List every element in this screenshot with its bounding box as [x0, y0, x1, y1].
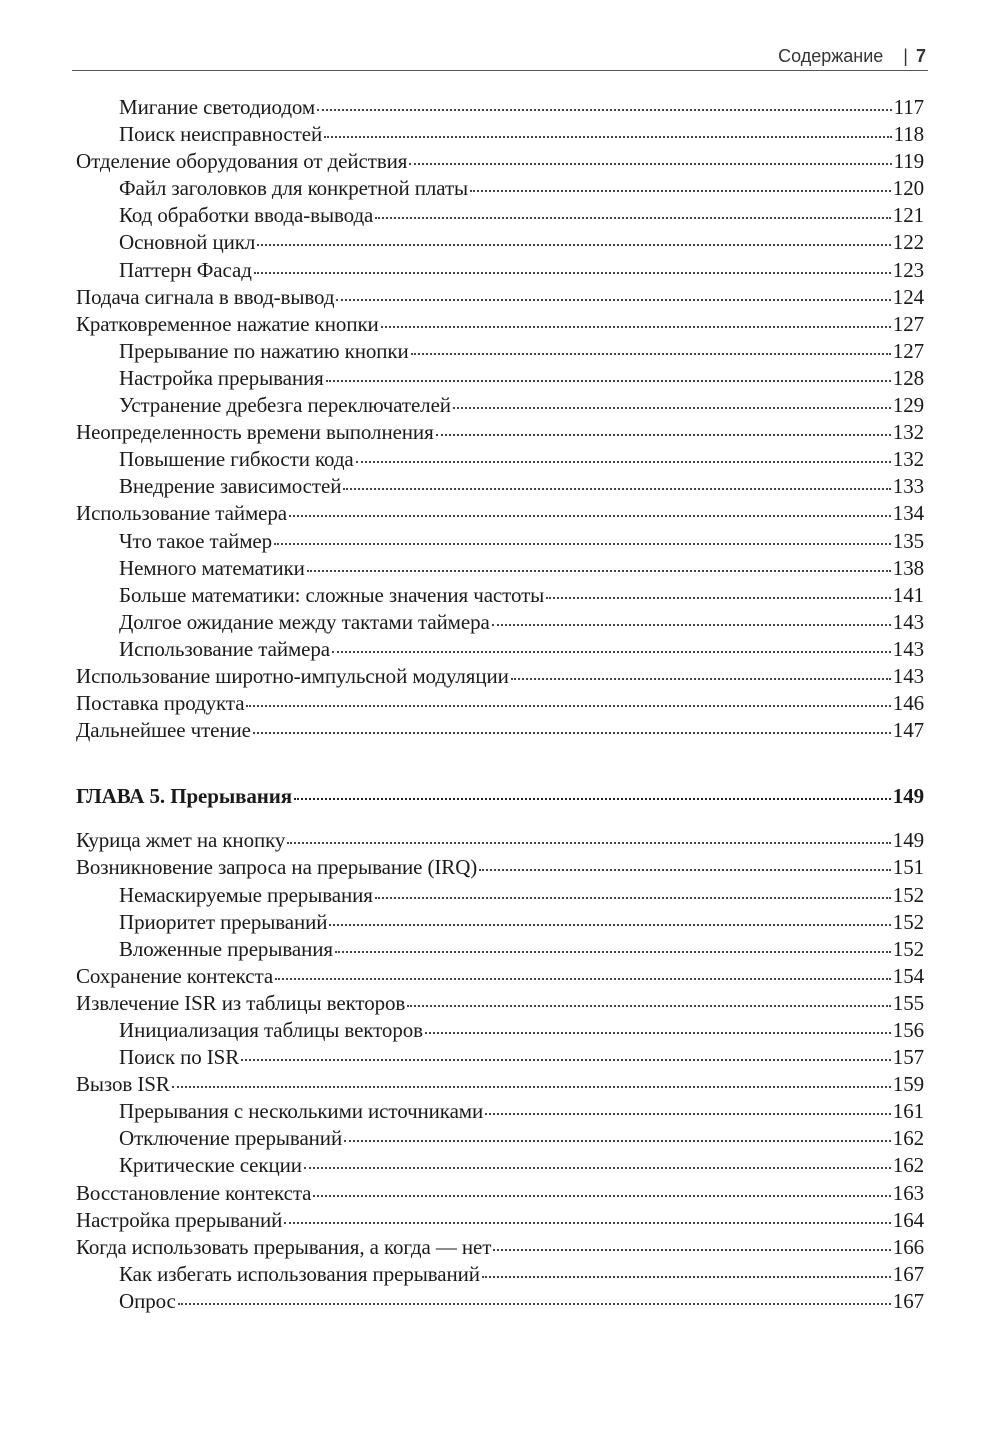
- table-of-contents: [76, 94, 924, 1315]
- toc-entry[interactable]: [76, 202, 924, 229]
- dot-leader: [453, 407, 891, 409]
- toc-entry-title: Настройка прерываний: [76, 1207, 283, 1232]
- toc-entry-page-number: 152: [892, 909, 924, 934]
- toc-entry-page-number: 127: [892, 338, 924, 363]
- toc-entry[interactable]: [76, 963, 924, 990]
- toc-entry[interactable]: [76, 473, 924, 500]
- toc-entry-page-number: 167: [892, 1261, 924, 1286]
- toc-entry[interactable]: [76, 582, 924, 609]
- toc-entry-page-number: 155: [892, 990, 924, 1015]
- running-header-page-number: 7: [915, 46, 926, 66]
- dot-leader: [479, 869, 891, 871]
- toc-entry[interactable]: [76, 936, 924, 963]
- toc-entry[interactable]: [76, 338, 924, 365]
- toc-entry[interactable]: [76, 690, 924, 717]
- toc-entry-page-number: 121: [892, 203, 924, 228]
- dot-leader: [254, 272, 891, 274]
- toc-entry-title: Неопределенность времени выполнения: [76, 420, 434, 445]
- toc-entry[interactable]: [76, 990, 924, 1017]
- dot-leader: [482, 1276, 891, 1278]
- toc-entry-title: Поиск неисправностей: [119, 122, 323, 147]
- toc-entry[interactable]: [76, 1207, 924, 1234]
- dot-leader: [317, 109, 891, 111]
- toc-entry-title: Когда использовать прерывания, а когда — нет: [76, 1234, 492, 1259]
- dot-leader: [375, 217, 891, 219]
- toc-entry[interactable]: [76, 1261, 924, 1288]
- toc-entry[interactable]: [76, 827, 924, 854]
- toc-entry[interactable]: [76, 636, 924, 663]
- toc-entry-page-number: 159: [892, 1072, 924, 1097]
- dot-leader: [326, 380, 891, 382]
- toc-entry[interactable]: [76, 1288, 924, 1315]
- toc-entry-title: Курица жмет на кнопку: [76, 828, 286, 853]
- dot-leader: [257, 244, 891, 246]
- toc-entry-title: Что такое таймер: [119, 528, 273, 553]
- toc-entry[interactable]: [76, 909, 924, 936]
- toc-entry-page-number: 162: [892, 1126, 924, 1151]
- dot-leader: [253, 732, 891, 734]
- toc-entry-page-number: 143: [892, 636, 924, 661]
- running-header-title: Содержание: [778, 46, 884, 66]
- toc-entry[interactable]: [76, 446, 924, 473]
- toc-entry-title: Использование широтно-импульсной модуляции: [76, 663, 509, 688]
- toc-entry[interactable]: [76, 175, 924, 202]
- toc-entry-title: Прерывание по нажатию кнопки: [119, 338, 409, 363]
- toc-entry[interactable]: [76, 365, 924, 392]
- toc-entry[interactable]: [76, 94, 924, 121]
- toc-entry-title: Поиск по ISR: [119, 1045, 240, 1070]
- toc-entry-page-number: 134: [892, 501, 924, 526]
- dot-leader: [275, 978, 891, 980]
- toc-section-chapter-5: [76, 827, 924, 1315]
- toc-entry-title: Кратковременное нажатие кнопки: [76, 311, 379, 336]
- dot-leader: [411, 353, 891, 355]
- toc-entry[interactable]: [76, 717, 924, 744]
- toc-entry-page-number: 157: [892, 1045, 924, 1070]
- dot-leader: [294, 798, 891, 800]
- toc-entry[interactable]: [76, 257, 924, 284]
- toc-entry-title: Отключение прерываний: [119, 1126, 343, 1151]
- toc-entry-page-number: 124: [892, 284, 924, 309]
- toc-entry[interactable]: [76, 392, 924, 419]
- dot-leader: [284, 1222, 891, 1224]
- dot-leader: [470, 190, 891, 192]
- dot-leader: [546, 597, 891, 599]
- chapter-title: ГЛАВА 5. Прерывания: [76, 784, 293, 809]
- toc-entry-page-number: 143: [892, 609, 924, 634]
- toc-entry-page-number: 167: [892, 1288, 924, 1313]
- toc-entry-page-number: 120: [892, 176, 924, 201]
- toc-entry-page-number: 135: [892, 528, 924, 553]
- toc-entry-page-number: 166: [892, 1234, 924, 1259]
- toc-entry-page-number: 154: [892, 963, 924, 988]
- toc-entry-title: Приоритет прерываний: [119, 909, 328, 934]
- dot-leader: [246, 705, 890, 707]
- toc-entry-title: Немного математики: [119, 555, 305, 580]
- toc-entry[interactable]: [76, 1098, 924, 1125]
- toc-entry-page-number: 138: [892, 555, 924, 580]
- toc-entry-page-number: 164: [892, 1207, 924, 1232]
- dot-leader: [344, 1140, 891, 1142]
- toc-entry-title: Внедрение зависимостей: [119, 474, 342, 499]
- toc-entry-title: Файл заголовков для конкретной платы: [119, 176, 469, 201]
- toc-entry-page-number: 128: [892, 365, 924, 390]
- dot-leader: [381, 326, 891, 328]
- dot-leader: [409, 163, 891, 165]
- dot-leader: [343, 488, 890, 490]
- toc-entry-title: Основной цикл: [119, 230, 256, 255]
- toc-entry[interactable]: [76, 663, 924, 690]
- toc-entry[interactable]: [76, 419, 924, 446]
- toc-entry[interactable]: [76, 609, 924, 636]
- chapter-page-number: 149: [892, 784, 924, 809]
- toc-entry-title: Долгое ожидание между тактами таймера: [119, 609, 490, 634]
- toc-entry-title: Повышение гибкости кода: [119, 447, 354, 472]
- toc-entry-page-number: 132: [892, 420, 924, 445]
- toc-entry-title: Настройка прерывания: [119, 365, 324, 390]
- toc-entry[interactable]: [76, 148, 924, 175]
- toc-entry-title: Больше математики: сложные значения частоты: [119, 582, 545, 607]
- toc-entry-title: Устранение дребезга переключателей: [119, 393, 451, 418]
- toc-entry[interactable]: [76, 882, 924, 909]
- chapter-heading[interactable]: [76, 783, 924, 810]
- dot-leader: [356, 461, 891, 463]
- dot-leader: [436, 434, 891, 436]
- toc-entry-title: Дальнейшее чтение: [76, 718, 251, 743]
- dot-leader: [324, 136, 891, 138]
- dot-leader: [407, 1005, 891, 1007]
- toc-entry-page-number: 161: [892, 1099, 924, 1124]
- dot-leader: [178, 1303, 891, 1305]
- toc-entry-page-number: 117: [893, 95, 924, 119]
- toc-entry[interactable]: [76, 1125, 924, 1152]
- dot-leader: [241, 1059, 891, 1061]
- toc-entry[interactable]: [76, 121, 924, 148]
- toc-entry-page-number: 151: [892, 855, 924, 880]
- toc-entry-title: Извлечение ISR из таблицы векторов: [76, 990, 406, 1015]
- toc-entry-page-number: 149: [892, 828, 924, 853]
- toc-entry-page-number: 129: [892, 393, 924, 418]
- toc-entry-title: Подача сигнала в ввод-вывод: [76, 284, 335, 309]
- toc-entry-page-number: 143: [892, 663, 924, 688]
- dot-leader: [493, 1249, 890, 1251]
- toc-entry[interactable]: [76, 1180, 924, 1207]
- toc-entry-title: Как избегать использования прерываний: [119, 1261, 480, 1286]
- dot-leader: [425, 1032, 891, 1034]
- toc-entry-title: Критические секции: [119, 1153, 302, 1178]
- toc-entry-title: Поставка продукта: [76, 691, 245, 716]
- dot-leader: [375, 897, 891, 899]
- toc-entry-page-number: 152: [892, 936, 924, 961]
- dot-leader: [307, 570, 891, 572]
- toc-entry[interactable]: [76, 854, 924, 881]
- dot-leader: [313, 1195, 890, 1197]
- toc-entry-page-number: 141: [892, 582, 924, 607]
- running-header-right: [778, 46, 926, 67]
- toc-entry[interactable]: [76, 284, 924, 311]
- toc-entry[interactable]: [76, 1044, 924, 1071]
- dot-leader: [511, 678, 891, 680]
- toc-entry-page-number: 123: [892, 257, 924, 282]
- toc-entry-page-number: 162: [892, 1153, 924, 1178]
- toc-entry-page-number: 163: [892, 1180, 924, 1205]
- toc-entry-page-number: 147: [892, 718, 924, 743]
- toc-entry-title: Опрос: [119, 1288, 176, 1313]
- toc-entry[interactable]: [76, 500, 924, 527]
- toc-entry-title: Сохранение контекста: [76, 963, 274, 988]
- toc-entry[interactable]: [76, 1017, 924, 1044]
- toc-entry-title: Вызов ISR: [76, 1072, 170, 1097]
- toc-entry-page-number: 156: [892, 1018, 924, 1042]
- dot-leader: [492, 624, 891, 626]
- dot-leader: [304, 1167, 891, 1169]
- toc-entry-page-number: 152: [892, 882, 924, 907]
- dot-leader: [335, 951, 891, 953]
- dot-leader: [332, 651, 891, 653]
- toc-entry-title: Немаскируемые прерывания: [119, 882, 373, 907]
- dot-leader: [289, 515, 891, 517]
- toc-entry[interactable]: [76, 1152, 924, 1179]
- dot-leader: [329, 924, 890, 926]
- toc-entry-title: Вложенные прерывания: [119, 936, 333, 961]
- toc-entry-title: Паттерн Фасад: [119, 257, 252, 282]
- toc-entry[interactable]: [76, 555, 924, 582]
- dot-leader: [172, 1086, 891, 1088]
- toc-entry-title: Прерывания с несколькими источниками: [119, 1099, 484, 1124]
- toc-entry-title: Отделение оборудования от действия: [76, 149, 408, 174]
- toc-entry-page-number: 119: [893, 149, 924, 174]
- dot-leader: [336, 299, 890, 301]
- toc-entry[interactable]: [76, 528, 924, 555]
- toc-entry-title: Код обработки ввода-вывода: [119, 203, 374, 228]
- toc-entry[interactable]: [76, 229, 924, 256]
- toc-entry-page-number: 127: [892, 311, 924, 336]
- toc-entry[interactable]: [76, 311, 924, 338]
- toc-entry-page-number: 133: [892, 474, 924, 499]
- toc-entry-title: Использование таймера: [76, 501, 288, 526]
- dot-leader: [274, 543, 891, 545]
- toc-entry-page-number: 146: [892, 691, 924, 716]
- toc-entry[interactable]: [76, 1071, 924, 1098]
- dot-leader: [287, 842, 890, 844]
- toc-entry-page-number: 132: [892, 447, 924, 472]
- toc-entry-title: Восстановление контекста: [76, 1180, 312, 1205]
- dot-leader: [485, 1113, 891, 1115]
- running-header-separator: |: [903, 46, 908, 66]
- toc-section-chapter-4-continued: [76, 94, 924, 744]
- toc-entry[interactable]: [76, 1234, 924, 1261]
- toc-entry-title: Использование таймера: [119, 636, 331, 661]
- running-header: [72, 42, 928, 71]
- toc-entry-page-number: 118: [893, 122, 924, 147]
- toc-entry-title: Мигание светодиодом: [119, 95, 316, 119]
- toc-entry-title: Возникновение запроса на прерывание (IRQ): [76, 855, 478, 880]
- toc-entry-title: Инициализация таблицы векторов: [119, 1018, 423, 1042]
- toc-entry-page-number: 122: [892, 230, 924, 255]
